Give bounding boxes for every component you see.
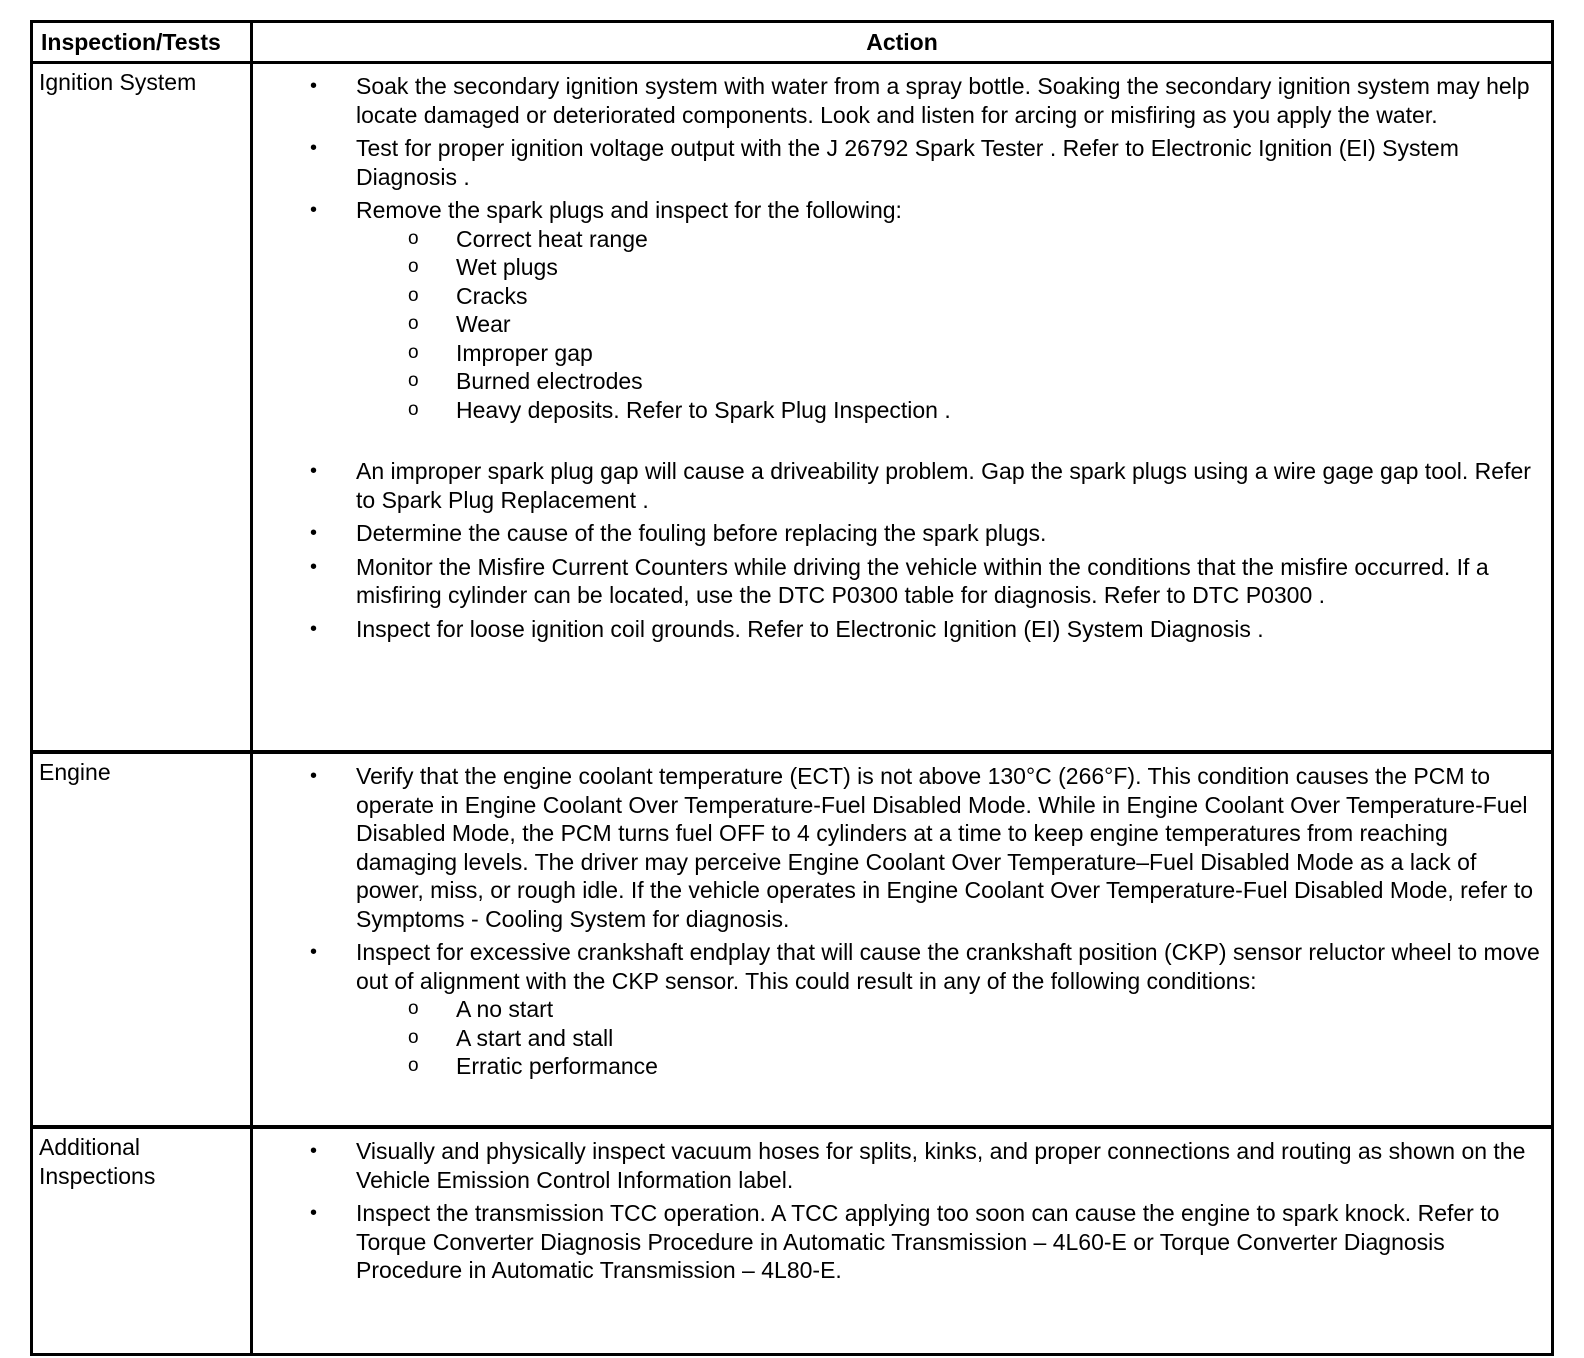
bullet-list xyxy=(253,762,1545,1081)
list-item: • Monitor the Misfire Current Counters while driving the vehicle within the conditions that the misfire occurred. If a misfiring cylinder can be located, use the DTC P0300 table for diagnosis. Refer to DTC P0300 . xyxy=(253,553,1545,610)
inspection-table xyxy=(30,20,1554,1356)
sub-list-item: o Burned electrodes xyxy=(356,367,1545,396)
sub-list-item: o Cracks xyxy=(356,282,1545,311)
list-item xyxy=(253,938,1545,1081)
row-additional-inspections xyxy=(33,1129,1551,1353)
sub-list-item: o Heavy deposits. Refer to Spark Plug Inspection . xyxy=(356,396,1545,425)
list-item xyxy=(253,196,1545,452)
sub-list-item: o Wet plugs xyxy=(356,253,1545,282)
sub-list-item: o Wear xyxy=(356,310,1545,339)
list-item: • Inspect for loose ignition coil grounds. Refer to Electronic Ignition (EI) System Diagnosis . xyxy=(253,615,1545,644)
actions-engine xyxy=(253,762,1551,1086)
row-ignition-system xyxy=(33,64,1551,754)
table-header xyxy=(33,23,1551,64)
bullet-list xyxy=(253,1137,1545,1285)
sub-list xyxy=(356,995,1545,1081)
sub-list-item: o A start and stall xyxy=(356,1024,1545,1053)
list-item-text: Inspect for excessive crankshaft endplay that will cause the crankshaft position (CKP) sensor reluctor wheel to move out of alignment with the CKP sensor. This could result in any of the following conditions: xyxy=(356,939,1540,994)
sub-list-item: o Correct heat range xyxy=(356,225,1545,254)
list-item: • Test for proper ignition voltage output with the J 26792 Spark Tester . Refer to Electronic Ignition (EI) System Diagnosis . xyxy=(253,134,1545,191)
sub-list-item: o Improper gap xyxy=(356,339,1545,368)
sub-list xyxy=(356,225,1545,425)
actions-ignition-system xyxy=(253,72,1551,648)
list-item: • An improper spark plug gap will cause a driveability problem. Gap the spark plugs using a wire gage gap tool. Refer to Spark Plug Replacement . xyxy=(253,457,1545,514)
bullet-list xyxy=(253,72,1545,643)
list-item: • Visually and physically inspect vacuum hoses for splits, kinks, and proper connections and routing as shown on the Vehicle Emission Control Information label. xyxy=(253,1137,1545,1194)
category-ignition-system: Ignition System xyxy=(39,69,197,95)
sub-list-item: o A no start xyxy=(356,995,1545,1024)
header-action: Action xyxy=(866,29,938,55)
list-item: • Inspect the transmission TCC operation. A TCC applying too soon can cause the engine to spark knock. Refer to Torque Converter Diagnosis Procedure in Automatic Transmission – 4L60-E or Torque Converter Diagnosis Procedure in Automatic Transmission – 4L80-E. xyxy=(253,1199,1545,1285)
list-item: • Verify that the engine coolant temperature (ECT) is not above 130°C (266°F). This condition causes the PCM to operate in Engine Coolant Over Temperature-Fuel Disabled Mode. While in Engine Coolant Over Temperature-Fuel Disabled Mode, the PCM turns fuel OFF to 4 cylinders at a time to keep engine temperatures from reaching damaging levels. The driver may perceive Engine Coolant Over Temperature–Fuel Disabled Mode as a lack of power, miss, or rough idle. If the vehicle operates in Engine Coolant Over Temperature-Fuel Disabled Mode, refer to Symptoms - Cooling System for diagnosis. xyxy=(253,762,1545,933)
row-engine xyxy=(33,754,1551,1129)
list-item: • Determine the cause of the fouling before replacing the spark plugs. xyxy=(253,519,1545,548)
actions-additional-inspections xyxy=(253,1137,1551,1290)
sub-list-item: o Erratic performance xyxy=(356,1052,1545,1081)
header-inspection-tests: Inspection/Tests xyxy=(41,29,221,55)
category-additional-inspections: Additional Inspections xyxy=(39,1134,156,1189)
list-item: • Soak the secondary ignition system with water from a spray bottle. Soaking the secondary ignition system may help locate damaged or deteriorated components. Look and listen for arcing or misfiring as you apply the water. xyxy=(253,72,1545,129)
list-item-text: Remove the spark plugs and inspect for the following: xyxy=(356,197,902,223)
category-engine: Engine xyxy=(39,759,111,785)
